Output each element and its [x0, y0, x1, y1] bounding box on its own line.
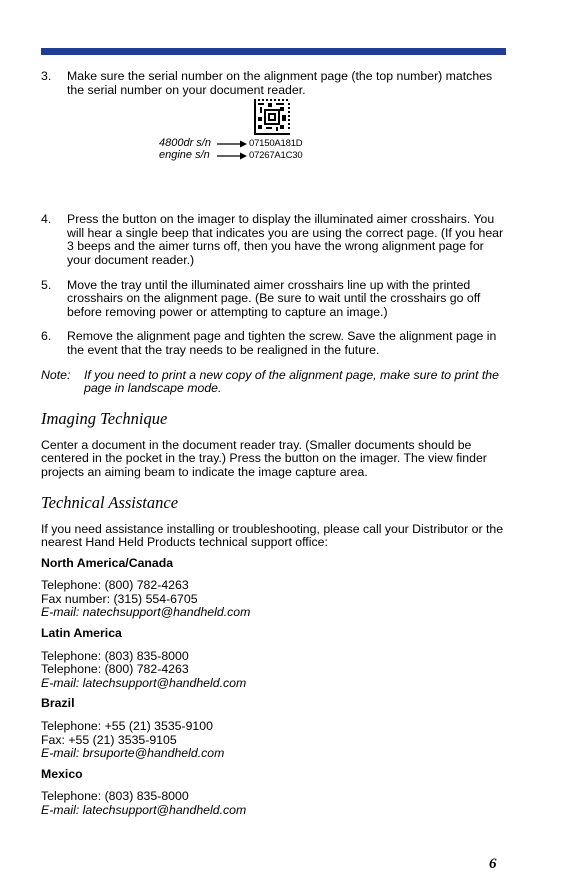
support-office — [41, 697, 506, 760]
region-name: Mexico — [41, 766, 83, 781]
contact-line: E-mail: brsuporte@handheld.com — [41, 746, 225, 761]
contact-line: Telephone: (803) 835-8000 — [41, 789, 189, 804]
region-name: Latin America — [41, 626, 122, 641]
contact-line: Fax number: (315) 554-6705 — [41, 591, 198, 606]
contact-lines — [41, 790, 506, 817]
note — [41, 369, 506, 396]
technical-assistance-heading: Technical Assistance — [41, 492, 179, 512]
step-number: 4. — [41, 212, 52, 227]
support-office — [41, 557, 506, 620]
contact-line: Telephone: +55 (21) 3535-9100 — [41, 719, 213, 734]
dr-serial-label: 4800dr s/n — [159, 137, 211, 150]
step-text: Move the tray until the illuminated aimer crosshairs line up with the printed crosshairs on the alignment page. (Be sure to wait until the crosshairs go off before removing power or attempting to capture an image.) — [67, 277, 481, 319]
contact-line: E-mail: latechsupport@handheld.com — [41, 675, 247, 690]
step-number: 6. — [41, 329, 52, 344]
contact-line: Telephone: (800) 782-4263 — [41, 578, 189, 593]
step-text: Remove the alignment page and tighten the screw. Save the alignment page in the event that the tray needs to be realigned in the future. — [67, 329, 497, 357]
serial-number-figure — [41, 99, 506, 179]
contact-lines — [41, 579, 506, 620]
arrow-right-icon — [217, 152, 247, 160]
engine-serial-value: 07267A1C30 — [249, 150, 303, 162]
region-name: Brazil — [41, 696, 75, 711]
region-name: North America/Canada — [41, 555, 174, 570]
imaging-technique-heading: Imaging Technique — [41, 408, 168, 428]
technical-assistance-intro: If you need assistance installing or troubleshooting, please call your Distributor or the nearest Hand Held Products technical support office: — [41, 521, 504, 550]
contact-lines — [41, 650, 506, 691]
dr-serial-value: 07150A181D — [249, 138, 303, 150]
arrow-right-icon — [217, 140, 247, 148]
step-5 — [41, 279, 506, 320]
step-text: Make sure the serial number on the alignment page (the top number) matches the serial number on your document reader. — [67, 69, 493, 97]
datamatrix-barcode-icon — [254, 99, 290, 135]
step-4 — [41, 213, 506, 267]
step-3 — [41, 70, 506, 97]
contact-line: Telephone: (803) 835-8000 — [41, 648, 189, 663]
step-text: Press the button on the imager to display the illuminated aimer crosshairs. You will hear a single beep that indicates you are using the correct page. (If you hear 3 beeps and the aimer turns off, then you have the wrong alignment page for your document reader.) — [67, 212, 504, 267]
page-content — [41, 70, 506, 818]
step-number: 3. — [41, 69, 52, 83]
contact-line: Telephone: (800) 782-4263 — [41, 662, 189, 677]
step-number: 5. — [41, 277, 52, 292]
contact-line: E-mail: natechsupport@handheld.com — [41, 605, 251, 620]
contact-lines — [41, 720, 506, 761]
imaging-technique-body: Center a document in the document reader tray. (Smaller documents should be centered in the pocket in the tray.) Press the button on the imager. The view finder projects an aiming beam to indicate the image capture area. — [41, 437, 487, 479]
support-office — [41, 627, 506, 690]
step-6 — [41, 330, 506, 357]
support-offices — [41, 557, 506, 818]
header-rule — [41, 48, 506, 55]
contact-line: E-mail: latechsupport@handheld.com — [41, 803, 247, 817]
note-label: Note: — [41, 367, 71, 382]
note-text: If you need to print a new copy of the alignment page, make sure to print the page in landscape mode. — [84, 367, 499, 396]
contact-line: Fax: +55 (21) 3535-9105 — [41, 732, 177, 747]
support-office — [41, 768, 506, 818]
engine-serial-label: engine s/n — [159, 149, 210, 162]
page-number: 6 — [489, 856, 497, 872]
